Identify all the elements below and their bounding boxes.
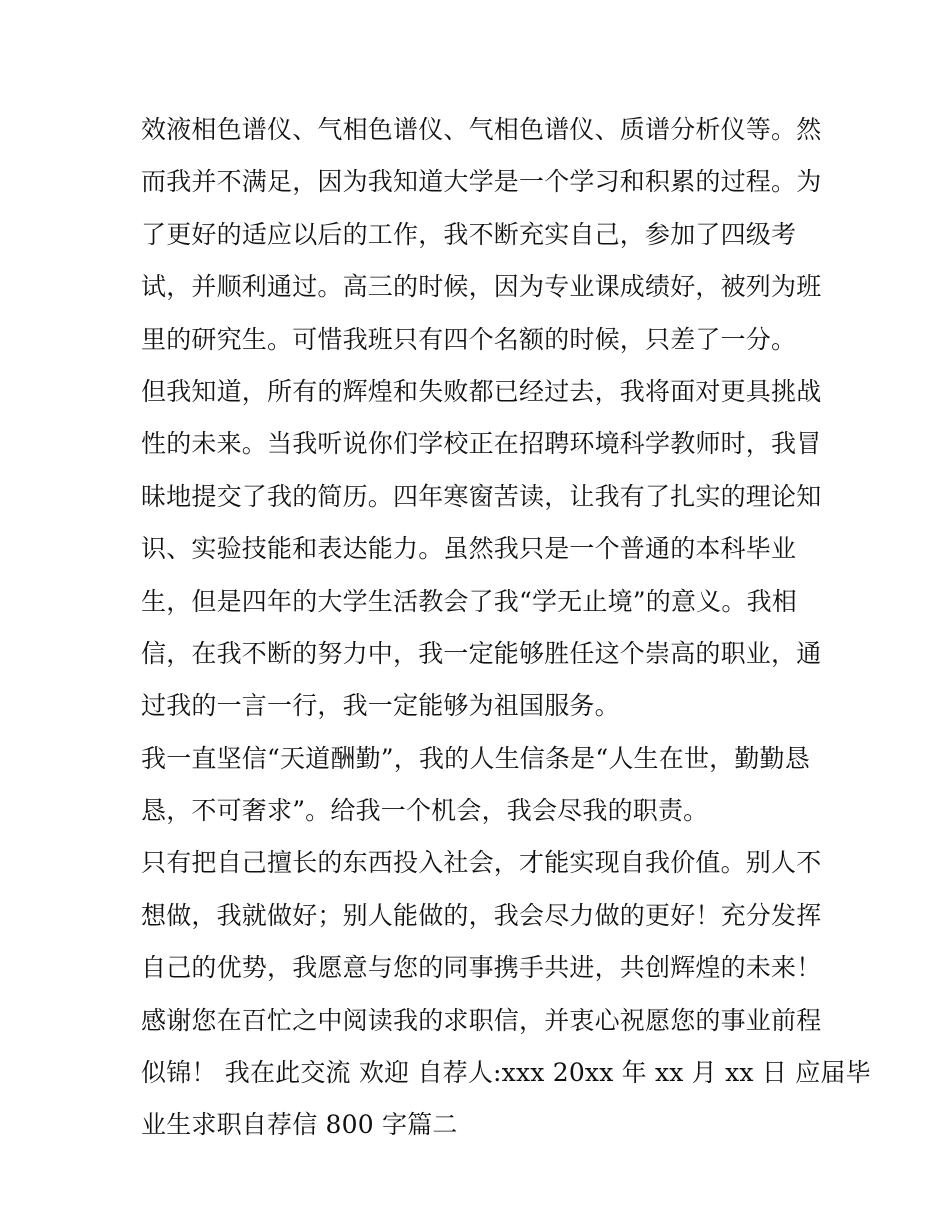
- text-line: 我一直坚信“天道酬勤”，我的人生信条是“人生在世，勤勤恳: [141, 743, 810, 773]
- text-line: 业生求职自荐信 800 字篇二: [141, 1110, 458, 1140]
- text-line: 生，但是四年的大学生活教会了我“学无止境”的意义。我相: [141, 586, 797, 616]
- text-line: 了更好的适应以后的工作，我不断充实自己，参加了四级考: [141, 219, 797, 249]
- text-line: 但我知道，所有的辉煌和失败都已经过去，我将面对更具挑战: [141, 376, 822, 406]
- text-line: 自己的优势，我愿意与您的同事携手共进，共创辉煌的未来！: [141, 953, 822, 983]
- text-line: 试，并顺利通过。高三的时候，因为专业课成绩好，被列为班: [141, 272, 822, 302]
- text-line: 里的研究生。可惜我班只有四个名额的时候，只差了一分。: [141, 324, 797, 354]
- text-line: 而我并不满足，因为我知道大学是一个学习和积累的过程。为: [141, 167, 822, 197]
- text-line: 似锦！ 我在此交流 欢迎 自荐人:xxx 20xx 年 xx 月 xx 日 应届毕: [141, 1058, 871, 1088]
- text-line: 效液相色谱仪、气相色谱仪、气相色谱仪、质谱分析仪等。然: [141, 115, 822, 144]
- text-line: 想做，我就做好；别人能做的，我会尽力做的更好！充分发挥: [141, 900, 822, 930]
- text-line: 恳，不可奢求”。给我一个机会，我会尽我的职责。: [141, 796, 709, 826]
- document-body: [141, 104, 871, 1152]
- text-line: 感谢您在百忙之中阅读我的求职信，并衷心祝愿您的事业前程: [141, 1005, 822, 1035]
- text-line: 只有把自己擅长的东西投入社会，才能实现自我价值。别人不: [141, 848, 822, 878]
- text-line: 昧地提交了我的简历。四年寒窗苦读，让我有了扎实的理论知: [141, 481, 822, 511]
- text-line: 识、实验技能和表达能力。虽然我只是一个普通的本科毕业: [141, 534, 797, 564]
- text-line: 信，在我不断的努力中，我一定能够胜任这个崇高的职业，通: [141, 638, 822, 668]
- text-line: 过我的一言一行，我一定能够为祖国服务。: [141, 691, 620, 721]
- text-line: 性的未来。当我听说你们学校正在招聘环境科学教师时，我冒: [141, 429, 822, 459]
